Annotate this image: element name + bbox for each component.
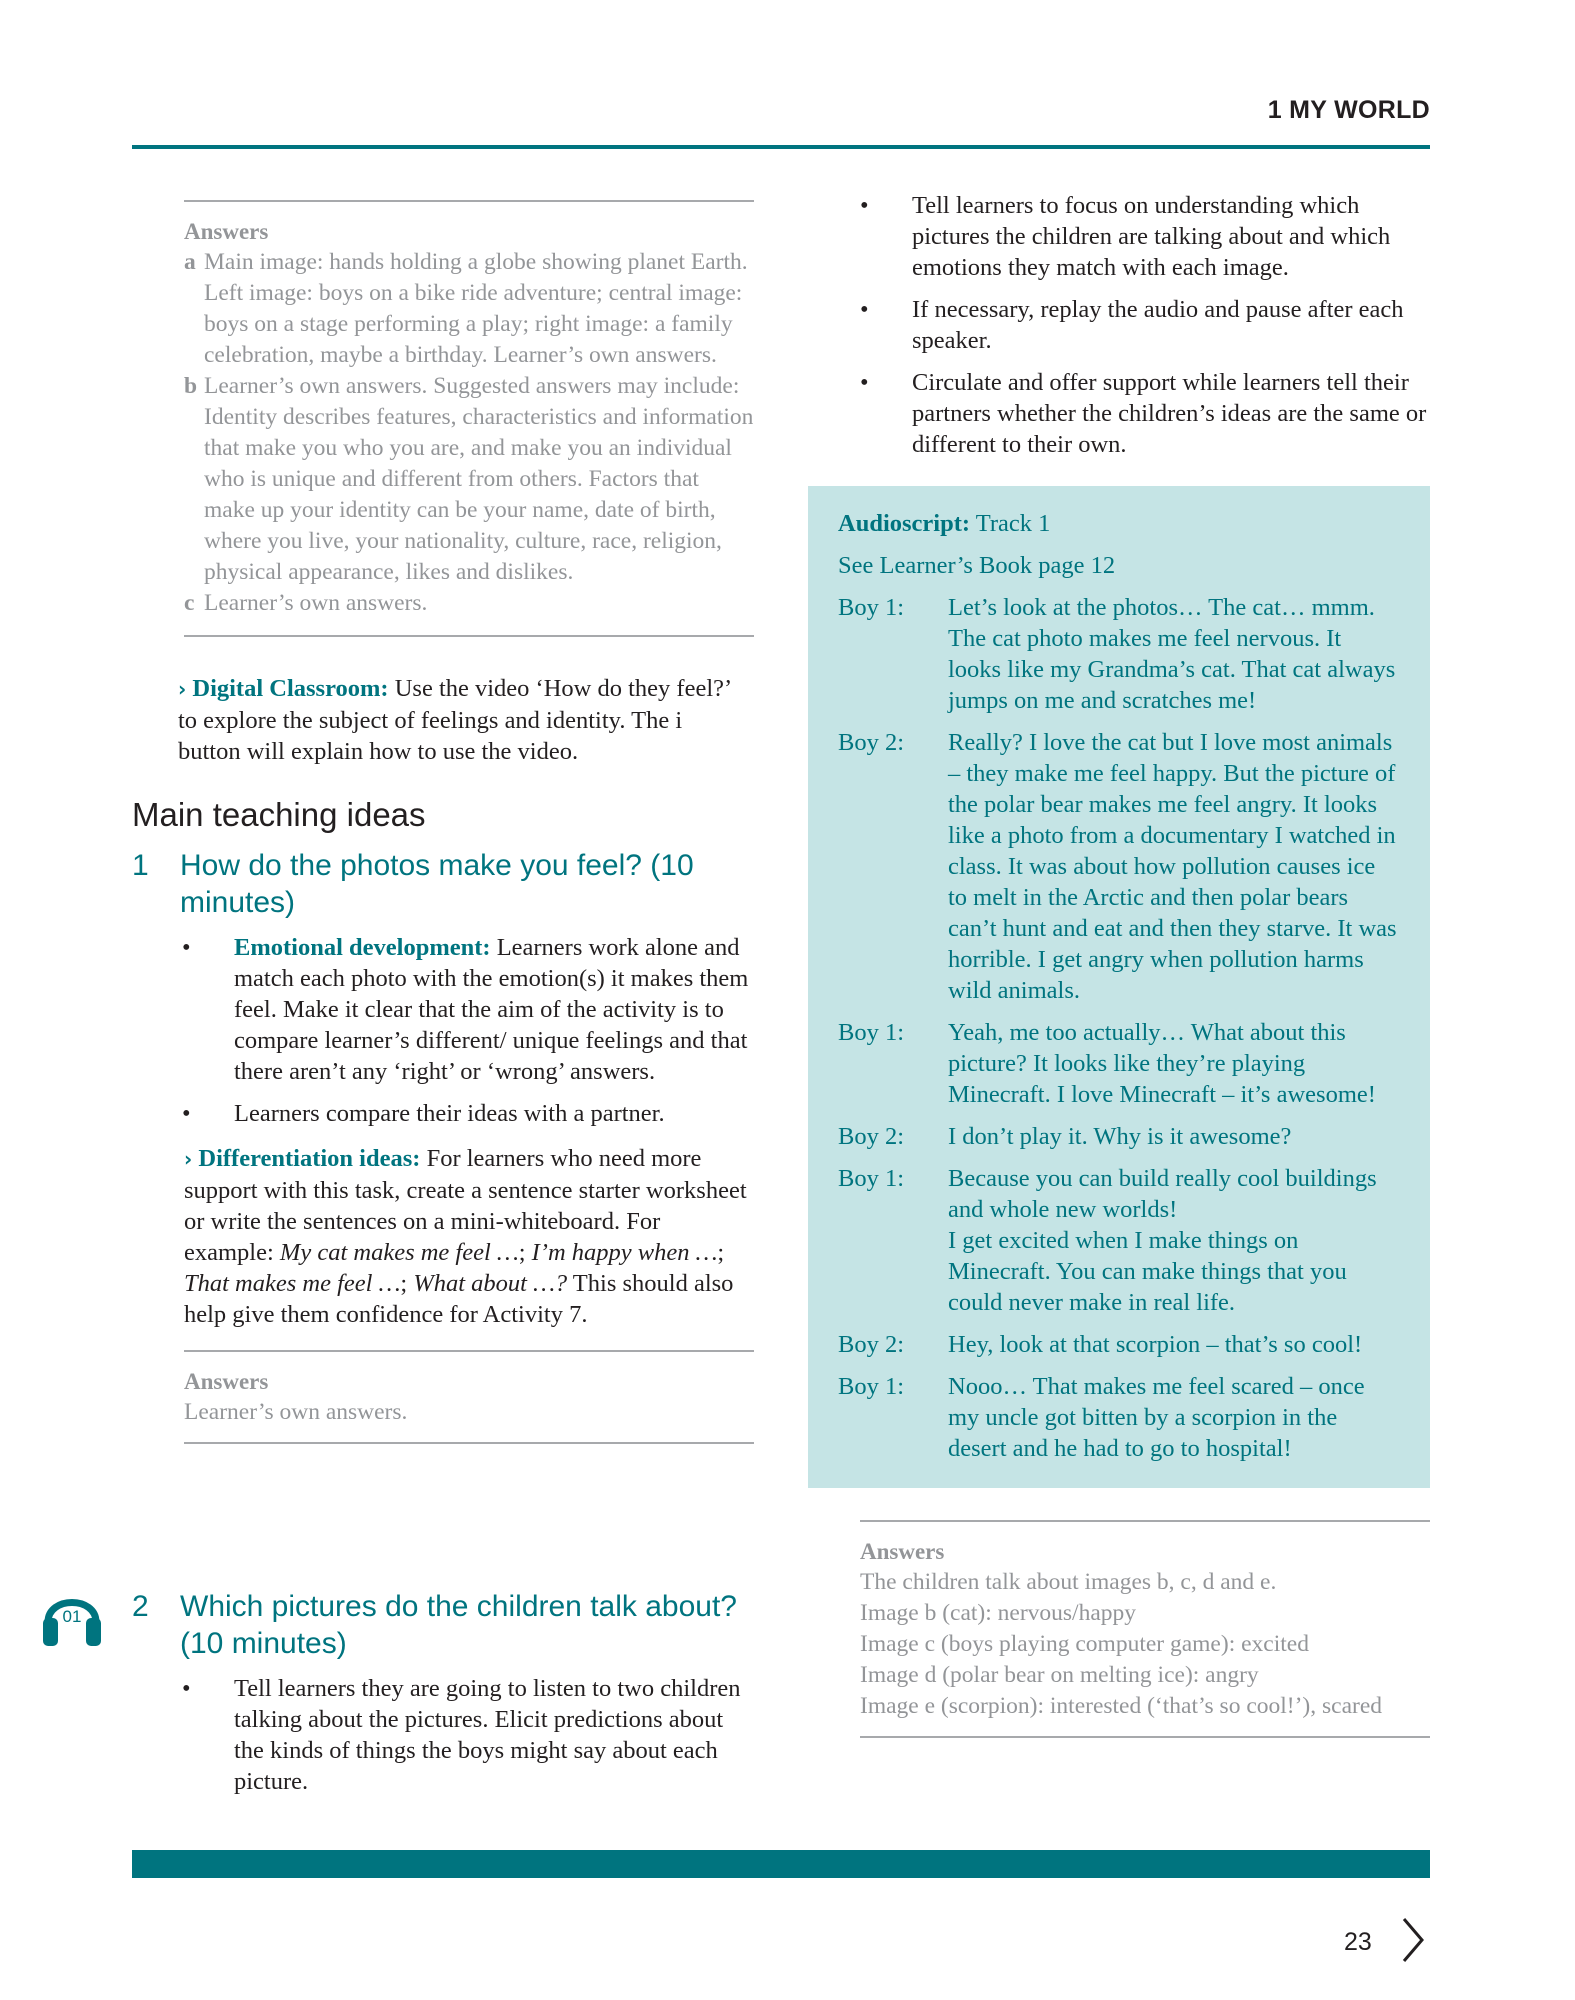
dialog-line: [838, 1371, 1400, 1464]
section-title: Which pictures do the children talk about? (10 minutes): [180, 1590, 737, 1660]
bullet-text: If necessary, replay the audio and pause after each speaker.: [912, 296, 1404, 354]
answers-box-section-2: [860, 1520, 1430, 1738]
audioscript-title: [838, 508, 1400, 539]
bullet-text: Circulate and offer support while learners tell their partners whether the children’s ideas are the same or different to their own.: [912, 369, 1427, 458]
answer-item: [184, 247, 754, 371]
bullet-text: Learners compare their ideas with a partner.: [234, 1100, 665, 1127]
right-column: [808, 190, 1430, 1738]
bullet-icon: •: [860, 369, 869, 396]
answers-heading: Answers: [860, 1539, 945, 1564]
diff-sep: ;: [717, 1239, 725, 1266]
dialog-line: [838, 1329, 1400, 1360]
bullet-icon: •: [860, 296, 869, 323]
audioscript-label: Audioscript:: [838, 510, 971, 537]
answers-box-top: [184, 200, 754, 637]
left-column: [132, 200, 752, 1444]
dialog-text: Nooo… That makes me feel scared – once my uncle got bitten by a scorpion in the desert and he had to go to hospital!: [948, 1373, 1365, 1462]
list-item: [808, 294, 1430, 356]
speaker: Boy 1:: [838, 594, 905, 621]
dialog-text: Really? I love the cat but I love most animals – they make me feel happy. But the picture of the polar bear makes me feel angry. It looks like a photo from a documentary I watched in class. It was about how pollution causes ice to melt in the Arctic and then polar bears can’t hunt and eat and then they starve. It was horrible. I get angry when pollution harms wild animals.: [948, 729, 1397, 1004]
bullet-text: Tell learners they are going to listen to two children talking about the pictures. Elicit predictions about the kinds of things the boys might say about each picture.: [234, 1675, 741, 1795]
footer-bar: [132, 1850, 1430, 1878]
section-title: How do the photos make you feel? (10 minutes): [180, 849, 694, 919]
chevron-icon: ›: [178, 677, 187, 701]
list-item: [808, 367, 1430, 460]
answer-text: Learner’s own answers. Suggested answers may include: Identity describes features, characteristics and information that make you who you are, and make you an individual who is unique and different from others. Factors that make up your identity can be your name, date of birth, where you live, your nationality, culture, race, religion, physical appearance, likes and dislikes.: [204, 373, 754, 585]
diff-example: I’m happy when …: [531, 1239, 718, 1266]
bullet-icon: •: [182, 1675, 191, 1702]
answer-letter: c: [184, 590, 195, 616]
section-1-heading: [132, 847, 752, 921]
answer-text: Learner’s own answers.: [184, 1399, 408, 1425]
bullet-text: Learners work alone and match each photo with the emotion(s) it makes them feel. Make it clear that the aim of the activity is to compare learner’s different/ unique feelings and that there aren’t any ‘right’ or ‘wrong’ answers.: [234, 934, 749, 1085]
section-number: 1: [132, 849, 149, 882]
dialog-text: Yeah, me too actually… What about this picture? It looks like they’re playing Minecraft. I love Minecraft – it’s awesome!: [948, 1019, 1376, 1108]
audioscript-box: [808, 486, 1430, 1488]
diff-sep: ;: [400, 1270, 414, 1297]
audioscript-track: Track 1: [970, 510, 1051, 537]
answer-line: Image c (boys playing computer game): excited: [860, 1631, 1309, 1657]
speaker: Boy 2:: [838, 1331, 905, 1358]
answer-text: Learner’s own answers.: [204, 590, 428, 616]
chapter-header: 1 MY WORLD: [1267, 96, 1430, 124]
dialog-line: [838, 1163, 1400, 1318]
section-1-bullets: [132, 932, 752, 1129]
diff-sep: ;: [518, 1239, 532, 1266]
speaker: Boy 1:: [838, 1165, 905, 1192]
answers-heading: Answers: [184, 219, 269, 244]
answer-line: Image b (cat): nervous/happy: [860, 1600, 1137, 1626]
main-teaching-heading: Main teaching ideas: [132, 796, 426, 833]
list-item: [132, 932, 752, 1087]
diff-example: My cat makes me feel …: [279, 1239, 519, 1266]
section-2-heading: [132, 1588, 752, 1662]
headphones-icon[interactable]: [40, 1582, 104, 1648]
digital-classroom-text: Use the video ‘How do they feel?’ to explore the subject of feelings and identity. The i button will explain how to use the video.: [178, 675, 731, 765]
section-2: [132, 1588, 752, 1797]
diff-text: This should also help give them confidence for Activity 7.: [184, 1270, 734, 1328]
diff-example: That makes me feel …: [184, 1270, 401, 1297]
list-item: [808, 190, 1430, 283]
dialog-line: [838, 592, 1400, 716]
dialog-line: [838, 727, 1400, 1006]
chevron-icon: ›: [184, 1147, 193, 1171]
answer-text: Main image: hands holding a globe showing planet Earth. Left image: boys on a bike ride adventure; central image: boys on a stage performing a play; right image: a family celebration, maybe a birthday. Learner’s own answers.: [204, 249, 748, 368]
differentiation-note: [184, 1143, 752, 1330]
section-2-continued-bullets: [808, 190, 1430, 460]
bullet-label: Emotional development:: [234, 934, 491, 961]
section-number: 2: [132, 1590, 149, 1623]
dialog-text: Let’s look at the photos… The cat… mmm. The cat photo makes me feel nervous. It looks like my Grandma’s cat. That cat always jumps on me and scratches me!: [948, 594, 1396, 714]
answer-line: The children talk about images b, c, d and e.: [860, 1569, 1277, 1595]
answer-letter: b: [184, 373, 198, 399]
answers-heading: Answers: [184, 1369, 269, 1394]
dialog-text: Because you can build really cool buildings and whole new worlds! I get excited when I make things on Minecraft. You can make things that you could never make in real life.: [948, 1165, 1377, 1316]
list-item: [132, 1098, 752, 1129]
speaker: Boy 1:: [838, 1373, 905, 1400]
answer-line: Image e (scorpion): interested (‘that’s so cool!’), scared: [860, 1693, 1383, 1719]
speaker: Boy 2:: [838, 1123, 905, 1150]
dialog-line: [838, 1017, 1400, 1110]
answer-letter: a: [184, 249, 196, 275]
header-rule: [132, 145, 1430, 149]
dialog-text: I don’t play it. Why is it awesome?: [948, 1123, 1292, 1150]
diff-example: What about …?: [413, 1270, 568, 1297]
chevron-right-icon[interactable]: [1400, 1916, 1426, 1964]
bullet-icon: •: [182, 934, 191, 961]
dialog-line: [838, 1121, 1400, 1152]
speaker: Boy 2:: [838, 729, 905, 756]
list-item: [132, 1673, 752, 1797]
bullet-icon: •: [860, 192, 869, 219]
answer-item: [184, 371, 754, 588]
section-2-bullets: [132, 1673, 752, 1797]
answers-box-section-1: [184, 1350, 754, 1444]
differentiation-link[interactable]: Differentiation ideas:: [198, 1145, 421, 1172]
speaker: Boy 1:: [838, 1019, 905, 1046]
page-number: 23: [1344, 1928, 1372, 1956]
digital-classroom-note: [178, 673, 748, 767]
audio-track-number: 01: [62, 1607, 82, 1626]
answer-line: Image d (polar bear on melting ice): angry: [860, 1662, 1259, 1688]
answer-item: [184, 588, 754, 619]
bullet-text: Tell learners to focus on understanding which pictures the children are talking about and which emotions they match with each image.: [912, 192, 1391, 281]
bullet-icon: •: [182, 1100, 191, 1127]
diff-text: For learners who need more support with this task, create a sentence starter worksheet or write the sentences on a mini-whiteboard. For example:: [184, 1145, 747, 1266]
audioscript-reference: See Learner’s Book page 12: [838, 552, 1116, 579]
digital-classroom-link[interactable]: Digital Classroom:: [192, 675, 389, 702]
dialog-text: Hey, look at that scorpion – that’s so cool!: [948, 1331, 1363, 1358]
